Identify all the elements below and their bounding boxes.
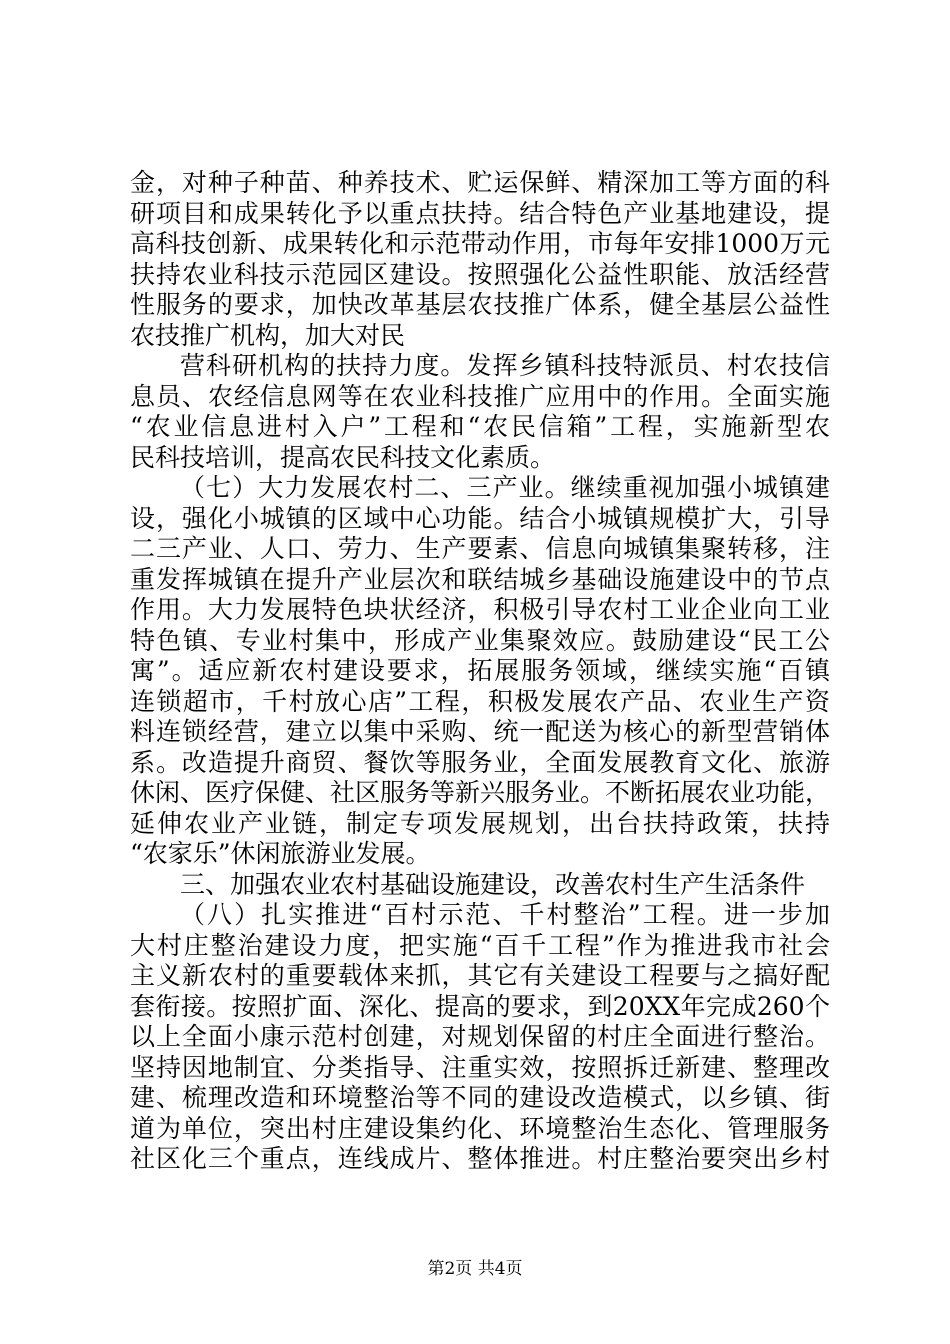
body-text-line: 重发挥城镇在提升产业层次和联结城乡基础设施建设中的节点 [130,564,830,594]
body-text-line: 民科技培训，提高农民科技文化素质。 [130,442,556,472]
body-text-line: 坚持因地制宜、分类指导、注重实效，按照拆迁新建、整理改 [130,1052,830,1082]
body-text-line: 连锁超市，千村放心店”工程，积极发展农产品、农业生产资 [130,686,830,716]
body-text-line: 农技推广机构，加大对民 [130,320,406,350]
body-text-line: 套衔接。按照扩面、深化、提高的要求，到20XX年完成260个 [130,991,830,1021]
page-number-footer: 第2页 共4页 [427,1259,523,1279]
body-text-line: “农业信息进村入户”工程和“农民信箱”工程，实施新型农 [130,412,830,441]
section-heading-line: 三、加强农业农村基础设施建设，改善农村生产生活条件 [180,869,806,899]
body-text-line: 休闲、医疗保健、社区服务等新兴服务业。不断拓展农业功能， [130,778,831,807]
body-text-line: 性服务的要求，加快改革基层农技推广体系，健全基层公益性 [130,290,830,319]
body-text-line: 特色镇、专业村集中，形成产业集聚效应。鼓励建设“民工公 [130,625,830,655]
body-text-line: 延伸农业产业链，制定专项发展规划，出台扶持政策，扶持 [130,808,830,838]
body-text-line: 研项目和成果转化予以重点扶持。结合特色产业基地建设，提 [130,198,830,228]
body-text-line: 主义新农村的重要载体来抓，其它有关建设工程要与之搞好配 [130,961,830,990]
body-text-line: 金，对种子种苗、种养技术、贮运保鲜、精深加工等方面的科 [130,168,830,197]
body-text-line: “农家乐”休闲旅游业发展。 [130,839,431,868]
body-text-line: 以上全面小康示范村创建，对规划保留的村庄全面进行整治。 [130,1022,830,1051]
body-text-line: 建、梳理改造和环境整治等不同的建设改造模式，以乡镇、街 [130,1083,830,1112]
body-text-line: 大村庄整治建设力度，把实施“百千工程”作为推进我市社会 [130,930,830,960]
body-text-line: 高科技创新、成果转化和示范带动作用，市每年安排1000万元 [130,229,830,258]
body-text-line: 社区化三个重点，连线成片、整体推进。村庄整治要突出乡村 [130,1144,830,1173]
body-text-line: 营科研机构的扶持力度。发挥乡镇科技特派员、村农技信 [180,351,830,380]
body-text-line: 设，强化小城镇的区域中心功能。结合小城镇规模扩大，引导 [130,503,830,533]
body-text-line: 作用。大力发展特色块状经济，积极引导农村工业企业向工业 [130,595,830,624]
body-text-line: 扶持农业科技示范园区建设。按照强化公益性职能、放活经营 [130,259,830,289]
section-heading-line: （八）扎实推进“百村示范、千村整治”工程。进一步加 [180,900,830,929]
body-text-line: 系。改造提升商贸、餐饮等服务业，全面发展教育文化、旅游 [130,747,830,777]
body-text-line: 道为单位，突出村庄建设集约化、环境整治生态化、管理服务 [130,1113,830,1143]
section-heading-line: （七）大力发展农村二、三产业。继续重视加强小城镇建 [180,473,830,502]
body-text-line: 息员、农经信息网等在农业科技推广应用中的作用。全面实施 [130,381,830,411]
body-text-line: 料连锁经营，建立以集中采购、统一配送为核心的新型营销体 [130,717,830,746]
body-text-line: 二三产业、人口、劳力、生产要素、信息向城镇集聚转移，注 [130,534,830,563]
body-text-line: 寓”。适应新农村建设要求，拓展服务领域，继续实施“百镇 [130,656,830,685]
